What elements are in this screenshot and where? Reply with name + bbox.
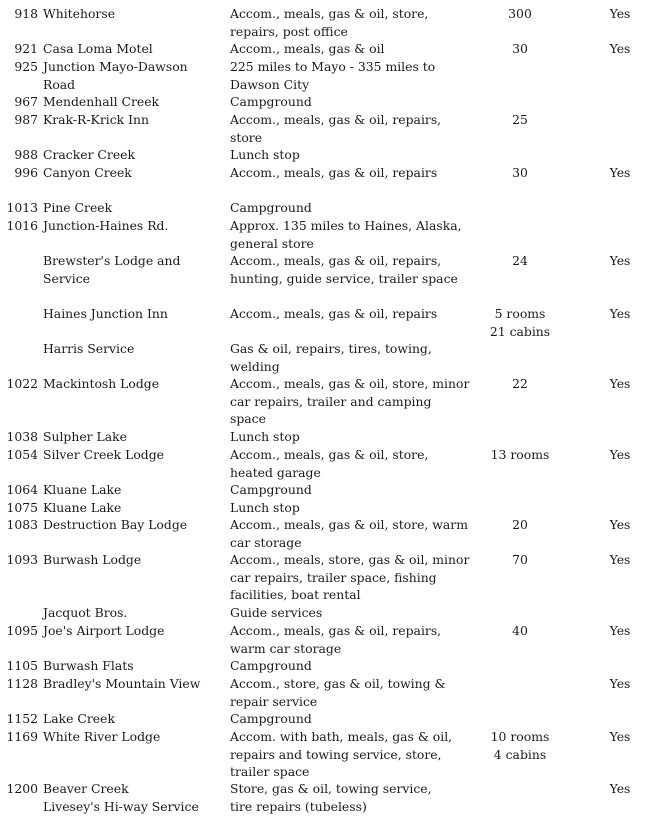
mile-post: 1200 <box>6 781 38 796</box>
capacity <box>470 5 570 23</box>
capacity-value: 25 <box>512 112 528 127</box>
capacity <box>470 252 570 270</box>
capacity-value: 10 rooms <box>490 729 550 744</box>
place-name: Joe's Airport Lodge <box>43 623 165 638</box>
capacity-value: 24 <box>512 253 528 268</box>
capacity-value: 30 <box>512 41 528 56</box>
mile-post: 1083 <box>6 517 38 532</box>
services: Accom., meals, gas & oil, repairs, hunting, guide service, trailer space <box>230 253 458 286</box>
capacity-value: 20 <box>512 517 528 532</box>
capacity <box>470 622 570 640</box>
services: Approx. 135 miles to Haines, Alaska, general store <box>230 218 462 251</box>
services: 225 miles to Mayo - 335 miles to Dawson City <box>230 59 436 92</box>
services: Campground <box>230 482 312 497</box>
open-all-year: Yes <box>609 253 631 268</box>
place-name: Haines Junction Inn <box>43 306 168 321</box>
services: Accom., meals, gas & oil, store, heated garage <box>230 447 429 480</box>
services: Store, gas & oil, towing service, <box>230 781 432 796</box>
capacity <box>470 446 570 464</box>
place-name: Lake Creek <box>43 711 115 726</box>
services: Accom., meals, gas & oil, store, minor car repairs, trailer and camping space <box>230 376 470 427</box>
services: Guide services <box>230 605 323 620</box>
services: Gas & oil, repairs, tires, towing, welding <box>230 341 432 374</box>
place-name: Burwash Flats <box>43 658 134 673</box>
capacity <box>470 164 570 182</box>
open-all-year: Yes <box>609 306 631 321</box>
services: Lunch stop <box>230 429 300 444</box>
mile-post: 987 <box>14 112 38 127</box>
services: Accom., meals, store, gas & oil, minor car repairs, trailer space, fishing facilities, boat rental <box>230 552 470 603</box>
open-all-year: Yes <box>609 6 631 21</box>
services: Accom., meals, gas & oil, store, warm car storage <box>230 517 468 550</box>
capacity-value: 300 <box>508 6 532 21</box>
mile-post: 925 <box>14 59 38 74</box>
open-all-year: Yes <box>609 517 631 532</box>
place-name: Pine Creek <box>43 200 113 215</box>
capacity-value: 70 <box>512 552 528 567</box>
open-all-year: Yes <box>609 623 631 638</box>
mile-post: 1016 <box>6 218 38 233</box>
services: Accom., meals, gas & oil, repairs, store <box>230 112 442 145</box>
mile-post: 1038 <box>6 429 38 444</box>
mile-post: 1128 <box>6 676 38 691</box>
place-name: Silver Creek Lodge <box>43 447 165 462</box>
services: Campground <box>230 658 312 673</box>
mile-post: 1054 <box>6 447 38 462</box>
place-name: Mackintosh Lodge <box>43 376 160 391</box>
capacity <box>470 551 570 569</box>
place-name: Cracker Creek <box>43 147 136 162</box>
mile-post: 1105 <box>6 658 38 673</box>
place-name: White River Lodge <box>43 729 161 744</box>
mile-post: 1093 <box>6 552 38 567</box>
services: Accom., store, gas & oil, towing & repair service <box>230 676 446 709</box>
mile-post: 988 <box>14 147 38 162</box>
place-name: Casa Loma Motel <box>43 41 153 56</box>
place-name: Sulpher Lake <box>43 429 127 444</box>
mile-post: 1095 <box>6 623 38 638</box>
mile-post: 1013 <box>6 200 38 215</box>
place-name: Brewster's Lodge and Service <box>43 253 181 286</box>
mile-post: 921 <box>14 41 38 56</box>
place-name: Destruction Bay Lodge <box>43 517 188 532</box>
services: Campground <box>230 94 312 109</box>
services: Accom., meals, gas & oil <box>230 41 385 56</box>
mile-post: 967 <box>14 94 38 109</box>
capacity <box>470 111 570 129</box>
open-all-year: Yes <box>609 729 631 744</box>
open-all-year: Yes <box>609 376 631 391</box>
place-name: Jacquot Bros. <box>43 605 128 620</box>
services: Accom., meals, gas & oil, repairs <box>230 306 438 321</box>
services: Lunch stop <box>230 147 300 162</box>
open-all-year: Yes <box>609 41 631 56</box>
place-name: Beaver Creek <box>43 781 129 796</box>
capacity <box>470 516 570 534</box>
place-name: Canyon Creek <box>43 165 132 180</box>
services: Accom., meals, gas & oil, repairs <box>230 165 438 180</box>
open-all-year: Yes <box>609 552 631 567</box>
mile-post: 918 <box>14 6 38 21</box>
services: tire repairs (tubeless) <box>230 799 367 814</box>
place-name: Livesey's Hi-way Service <box>43 799 199 814</box>
mile-post: 1075 <box>6 500 38 515</box>
capacity-value: 30 <box>512 165 528 180</box>
mile-post: 996 <box>14 165 38 180</box>
place-name: Bradley's Mountain View <box>43 676 201 691</box>
open-all-year: Yes <box>609 781 631 796</box>
mile-post: 1022 <box>6 376 38 391</box>
place-name: Junction-Haines Rd. <box>43 218 169 233</box>
place-name: Whitehorse <box>43 6 116 21</box>
place-name: Krak-R-Krick Inn <box>43 112 149 127</box>
capacity <box>470 375 570 393</box>
mile-post: 1169 <box>6 729 38 744</box>
capacity-value: 21 cabins <box>489 323 551 339</box>
open-all-year: Yes <box>609 165 631 180</box>
capacity <box>470 728 570 763</box>
place-name: Junction Mayo-Dawson Road <box>43 59 188 92</box>
place-name: Kluane Lake <box>43 500 122 515</box>
open-all-year: Yes <box>609 447 631 462</box>
place-name: Burwash Lodge <box>43 552 142 567</box>
services: Accom., meals, gas & oil, store, repairs, post office <box>230 6 429 39</box>
mile-post: 1152 <box>6 711 38 726</box>
place-name: Kluane Lake <box>43 482 122 497</box>
capacity-value: 4 cabins <box>493 746 547 762</box>
services: Lunch stop <box>230 500 300 515</box>
capacity <box>470 40 570 58</box>
services: Accom. with bath, meals, gas & oil, repairs and towing service, store, trailer space <box>230 729 453 780</box>
services: Campground <box>230 711 312 726</box>
mile-post: 1064 <box>6 482 38 497</box>
capacity-value: 5 rooms <box>494 306 546 321</box>
capacity <box>470 305 570 340</box>
capacity-value: 13 rooms <box>490 447 550 462</box>
capacity-value: 22 <box>512 376 528 391</box>
open-all-year: Yes <box>609 676 631 691</box>
capacity-value: 40 <box>512 623 528 638</box>
place-name: Mendenhall Creek <box>43 94 160 109</box>
services: Accom., meals, gas & oil, repairs, warm car storage <box>230 623 442 656</box>
place-name: Harris Service <box>43 341 135 356</box>
services: Campground <box>230 200 312 215</box>
